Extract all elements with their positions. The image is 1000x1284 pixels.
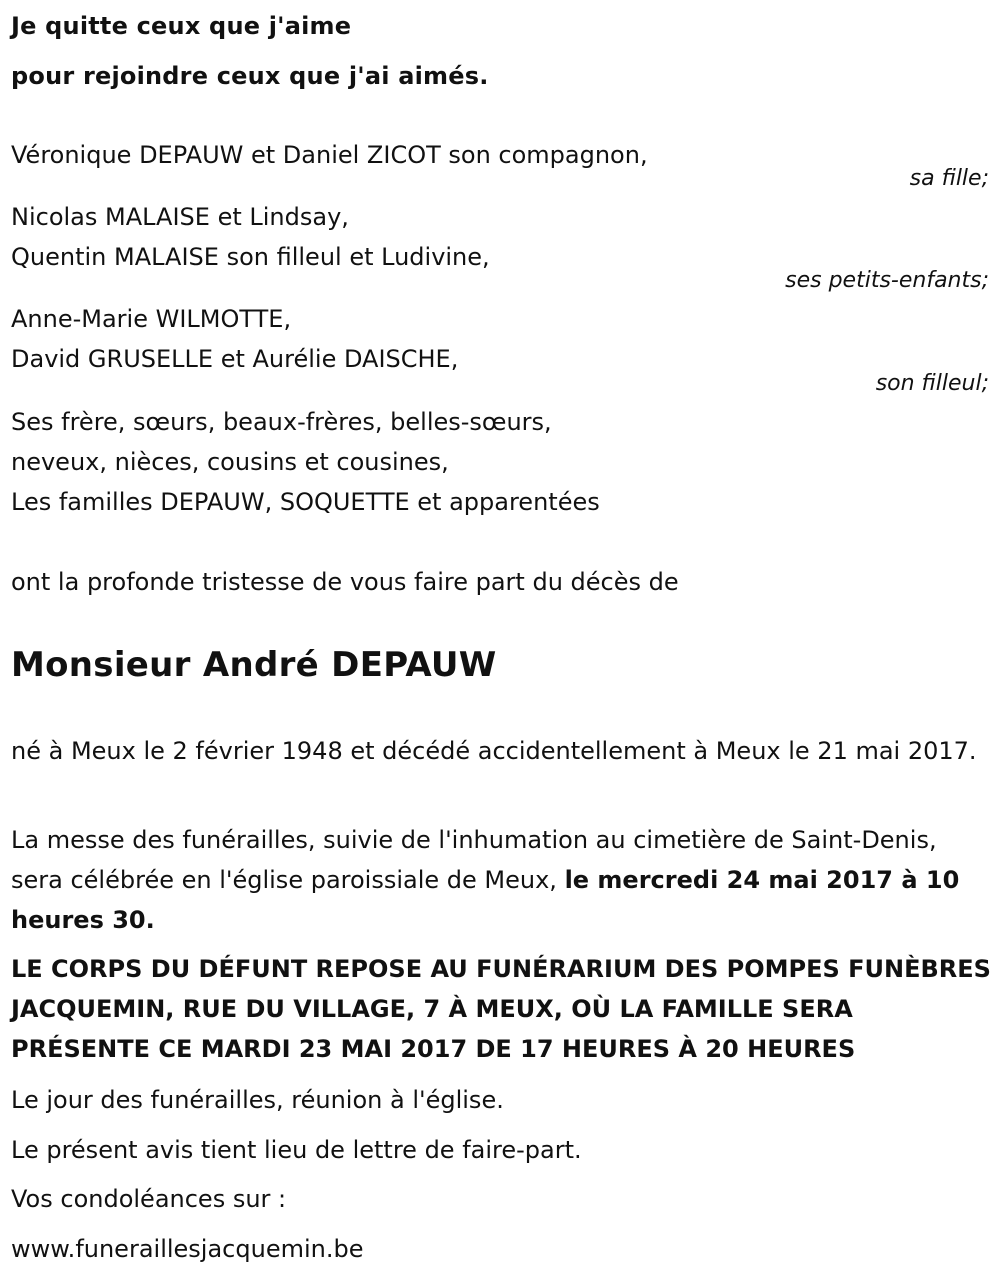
meeting-text: Le jour des funérailles, réunion à l'église.: [11, 1086, 504, 1114]
condolences-label: Vos condoléances sur :: [11, 1185, 287, 1213]
funeral-date: le mercredi 24 mai 2017 à 10 heures 30.: [11, 866, 960, 934]
family-group-3-line-1: Anne-Marie WILMOTTE,: [11, 305, 292, 333]
family-group-4-line-1: Ses frère, sœurs, beaux-frères, belles-sœurs,: [11, 408, 552, 436]
visitation-notice: LE CORPS DU DÉFUNT REPOSE AU FUNÉRARIUM DES POMPES FUNÈBRES JACQUEMIN, RUE DU VILLAGE, 7 À MEUX, OÙ LA FAMILLE SERA PRÉSENTE CE MARDI 23 MAI 2017 DE 17 HEURES À 20 HEURES: [11, 955, 991, 1063]
epitaph-line-1: Je quitte ceux que j'aime: [11, 12, 352, 40]
funeral-text: La messe des funérailles, suivie de l'inhumation au cimetière de Saint-Denis, sera célébrée en l'église paroissiale de Meux,: [11, 826, 937, 894]
family-group-2-line-2: Quentin MALAISE son filleul et Ludivine,: [11, 243, 490, 271]
family-group-4-line-3: Les familles DEPAUW, SOQUETTE et apparentées: [11, 488, 600, 516]
announcement-text: ont la profonde tristesse de vous faire part du décès de: [11, 568, 679, 596]
family-group-4-line-2: neveux, nièces, cousins et cousines,: [11, 448, 449, 476]
funeral-paragraph: [11, 820, 991, 940]
epitaph-line-2: pour rejoindre ceux que j'ai aimés.: [11, 62, 489, 90]
family-group-1-role: sa fille;: [909, 166, 989, 191]
family-group-2-line-1: Nicolas MALAISE et Lindsay,: [11, 203, 349, 231]
family-group-3-role: son filleul;: [875, 371, 989, 396]
family-group-1-line-1: Véronique DEPAUW et Daniel ZICOT son compagnon,: [11, 141, 648, 169]
family-group-2-role: ses petits-enfants;: [785, 268, 989, 293]
website-link[interactable]: www.funeraillesjacquemin.be: [11, 1235, 364, 1263]
notice-text: Le présent avis tient lieu de lettre de faire-part.: [11, 1136, 582, 1164]
website-line: [11, 1229, 363, 1269]
deceased-name: Monsieur André DEPAUW: [11, 645, 497, 685]
family-group-3-line-2: David GRUSELLE et Aurélie DAISCHE,: [11, 345, 459, 373]
birth-death-text: né à Meux le 2 février 1948 et décédé accidentellement à Meux le 21 mai 2017.: [11, 737, 977, 765]
